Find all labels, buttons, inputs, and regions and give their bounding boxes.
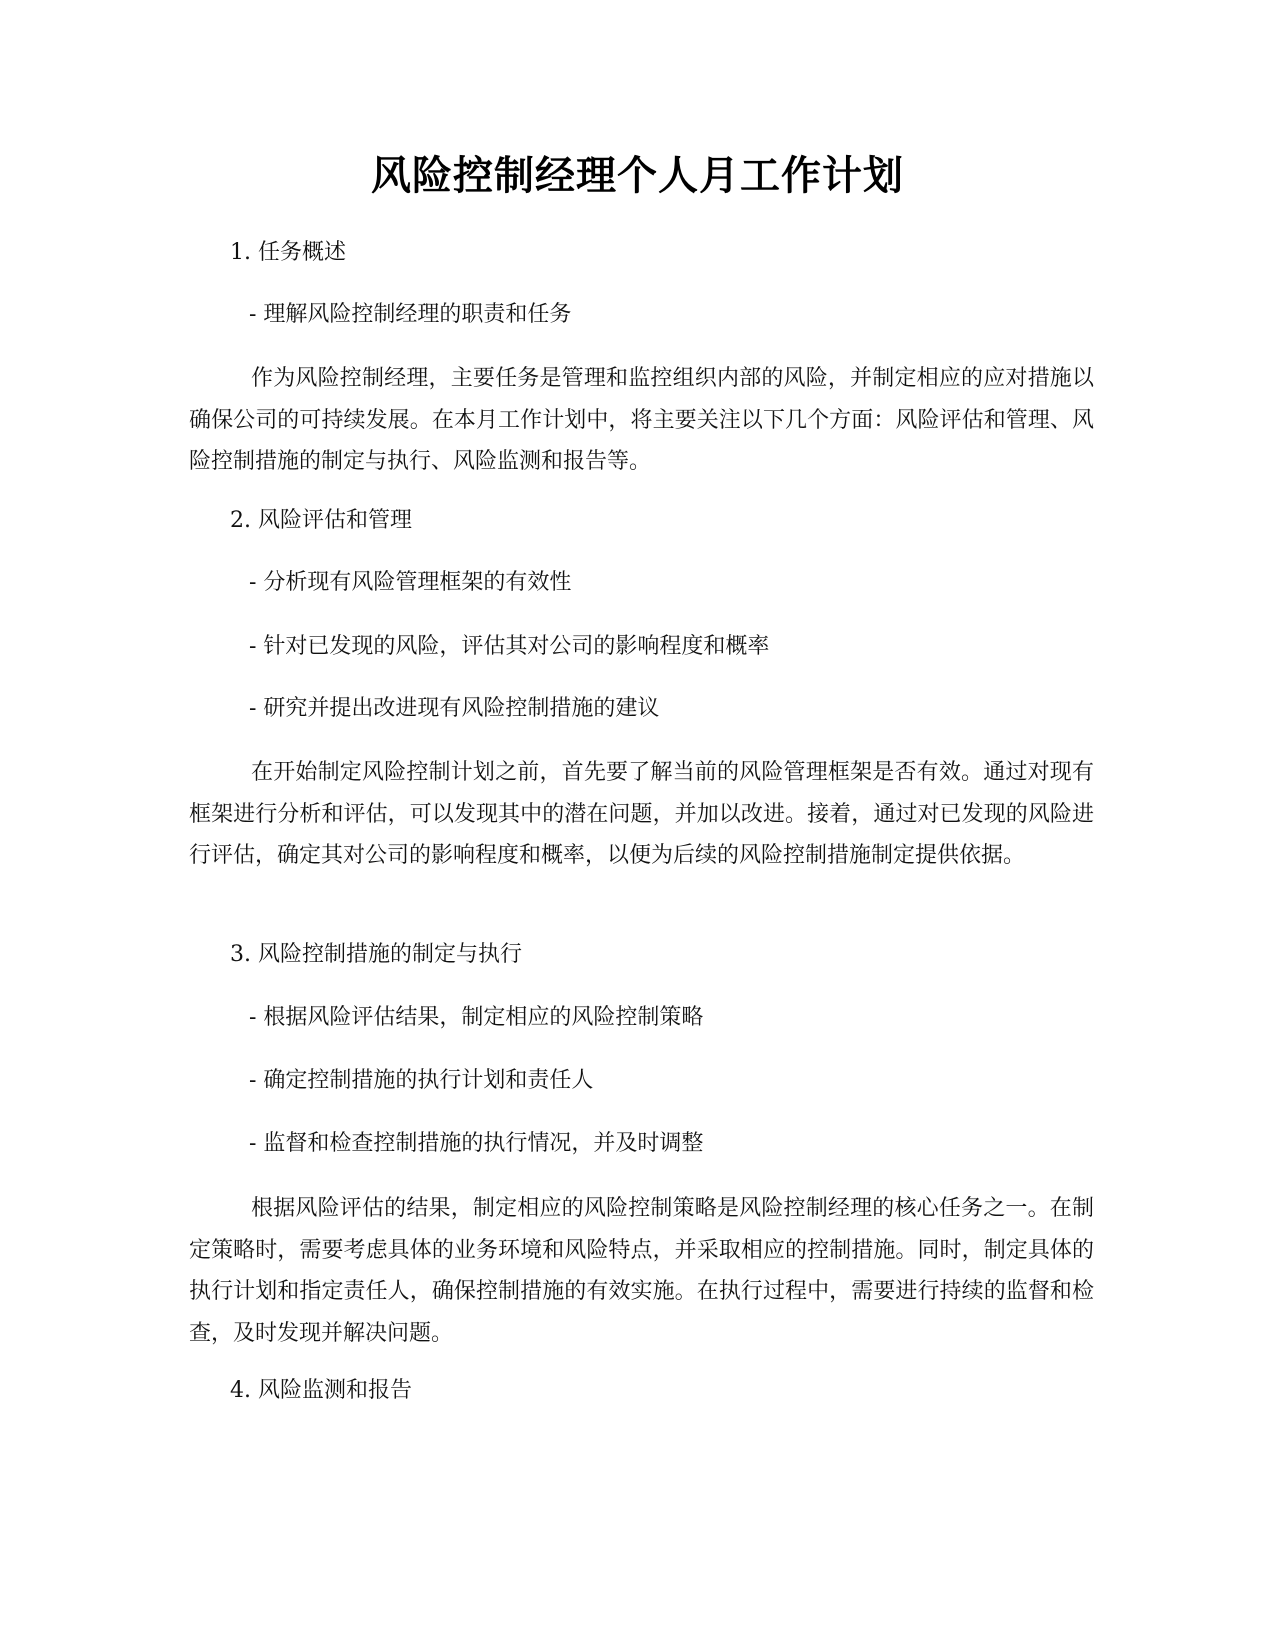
body-paragraph: 作为风险控制经理，主要任务是管理和监控组织内部的风险，并制定相应的应对措施以确保公司的可持续发展。在本月工作计划中，将主要关注以下几个方面：风险评估和管理、风险控制措施的制定与执行、风险监测和报告等。 [189, 366, 1094, 474]
body-paragraph: 在开始制定风险控制计划之前，首先要了解当前的风险管理框架是否有效。通过对现有框架进行分析和评估，可以发现其中的潜在问题，并加以改进。接着，通过对已发现的风险进行评估，确定其对公司的影响程度和概率，以便为后续的风险控制措施制定提供依据。 [189, 760, 1094, 868]
section-heading: 2. 风险评估和管理 [230, 508, 412, 533]
body-paragraph: 根据风险评估的结果，制定相应的风险控制策略是风险控制经理的核心任务之一。在制定策略时，需要考虑具体的业务环境和风险特点，并采取相应的控制措施。同时，制定具体的执行计划和指定责任人，确保控制措施的有效实施。在执行过程中，需要进行持续的监督和检查，及时发现并解决问题。 [189, 1196, 1094, 1346]
document-title: 风险控制经理个人月工作计划 [371, 153, 904, 199]
section-heading: 1. 任务概述 [230, 240, 346, 265]
bullet-item: - 根据风险评估结果，制定相应的风险控制策略 [249, 1005, 704, 1030]
section-heading: 4. 风险监测和报告 [230, 1378, 412, 1403]
bullet-item: - 针对已发现的风险，评估其对公司的影响程度和概率 [249, 634, 770, 659]
bullet-item: - 理解风险控制经理的职责和任务 [249, 302, 572, 327]
section-heading: 3. 风险控制措施的制定与执行 [230, 942, 522, 967]
bullet-item: - 研究并提出改进现有风险控制措施的建议 [249, 696, 660, 721]
bullet-item: - 确定控制措施的执行计划和责任人 [249, 1068, 594, 1093]
bullet-item: - 分析现有风险管理框架的有效性 [249, 570, 572, 595]
bullet-item: - 监督和检查控制措施的执行情况，并及时调整 [249, 1131, 704, 1156]
